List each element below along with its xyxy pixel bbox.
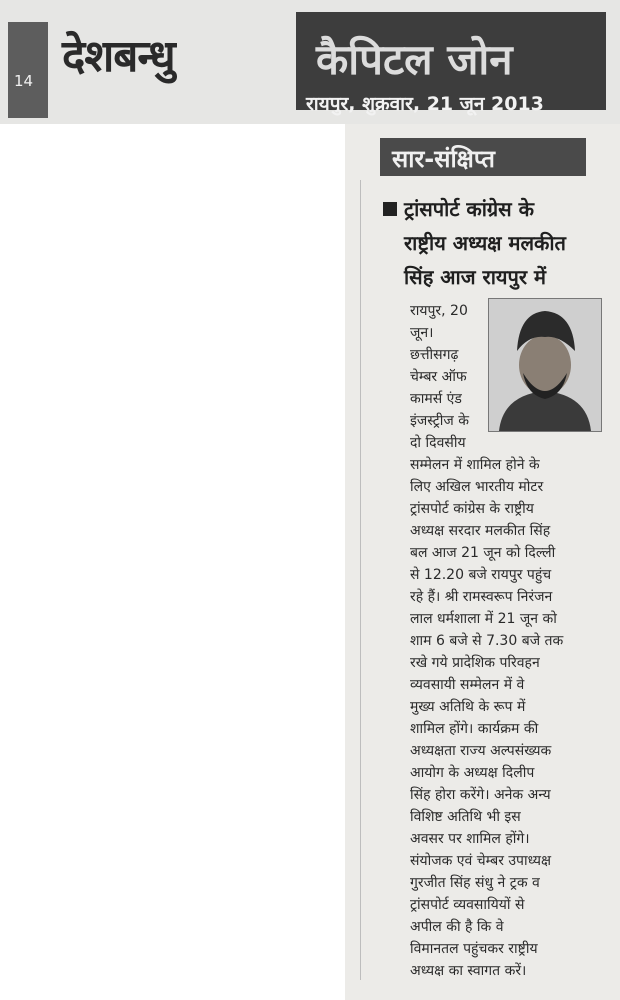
body-line: चेम्बर ऑफ xyxy=(410,369,467,385)
brief-label: सार-संक्षिप्त xyxy=(392,145,495,173)
article-body xyxy=(410,300,608,982)
body-line: शामिल होंगे। कार्यक्रम की xyxy=(410,721,539,737)
body-line: अध्यक्षता राज्य अल्पसंख्यक xyxy=(410,743,552,759)
headline-line: ट्रांसपोर्ट कांग्रेस के xyxy=(404,197,535,221)
body-line: ट्रांसपोर्ट कांग्रेस के राष्ट्रीय xyxy=(410,501,534,517)
column-rule xyxy=(360,180,361,980)
body-line: अध्यक्ष सरदार मलकीत सिंह xyxy=(410,523,551,539)
body-line: छत्तीसगढ़ xyxy=(410,347,459,363)
body-line: इंजस्ट्रीज के xyxy=(410,413,469,429)
body-line: मुख्य अतिथि के रूप में xyxy=(410,699,526,715)
page-number: 14 xyxy=(14,72,34,90)
body-line: विमानतल पहुंचकर राष्ट्रीय xyxy=(410,941,538,957)
page-number-tab xyxy=(8,22,48,118)
body-line: रायपुर, 20 xyxy=(410,303,468,319)
article-headline xyxy=(404,192,610,294)
body-line: कामर्स एंड xyxy=(410,391,462,407)
body-line: रखे गये प्रादेशिक परिवहन xyxy=(410,655,540,671)
body-line: से 12.20 बजे रायपुर पहुंच xyxy=(410,567,552,583)
body-line: शाम 6 बजे से 7.30 बजे तक xyxy=(410,633,564,649)
body-line: सम्मेलन में शामिल होने के xyxy=(410,457,540,473)
body-line: दो दिवसीय xyxy=(410,435,466,451)
headline-line: राष्ट्रीय अध्यक्ष मलकीत xyxy=(404,231,566,255)
body-line: संयोजक एवं चेम्बर उपाध्यक्ष xyxy=(410,853,552,869)
body-line: आयोग के अध्यक्ष दिलीप xyxy=(410,765,535,781)
body-line: ट्रांसपोर्ट व्यवसायियों से xyxy=(410,897,525,913)
square-bullet-icon xyxy=(383,202,397,216)
body-line: गुरजीत सिंह संधु ने ट्रक व xyxy=(410,875,540,891)
body-line: बल आज 21 जून को दिल्ली xyxy=(410,545,556,561)
dateline: रायपुर, शुक्रवार, 21 जून 2013 xyxy=(306,93,544,115)
body-line: लिए अखिल भारतीय मोटर xyxy=(410,479,544,495)
section-title: कैपिटल जोन xyxy=(316,35,513,84)
body-line: विशिष्ट अतिथि भी इस xyxy=(410,809,521,825)
headline-line: सिंह आज रायपुर में xyxy=(404,265,546,289)
body-line: लाल धर्मशाला में 21 जून को xyxy=(410,611,557,627)
body-line: अवसर पर शामिल होंगे। xyxy=(410,831,530,847)
body-line: सिंह होरा करेंगे। अनेक अन्य xyxy=(410,787,551,803)
body-line: व्यवसायी सम्मेलन में वे xyxy=(410,677,525,693)
body-line: अध्यक्ष का स्वागत करें। xyxy=(410,963,527,979)
newspaper-logo: देशबन्धु xyxy=(62,31,175,82)
body-line: जून। xyxy=(410,325,434,341)
body-line: रहे हैं। श्री रामस्वरूप निरंजन xyxy=(410,589,553,605)
body-line: अपील की है कि वे xyxy=(410,919,504,935)
